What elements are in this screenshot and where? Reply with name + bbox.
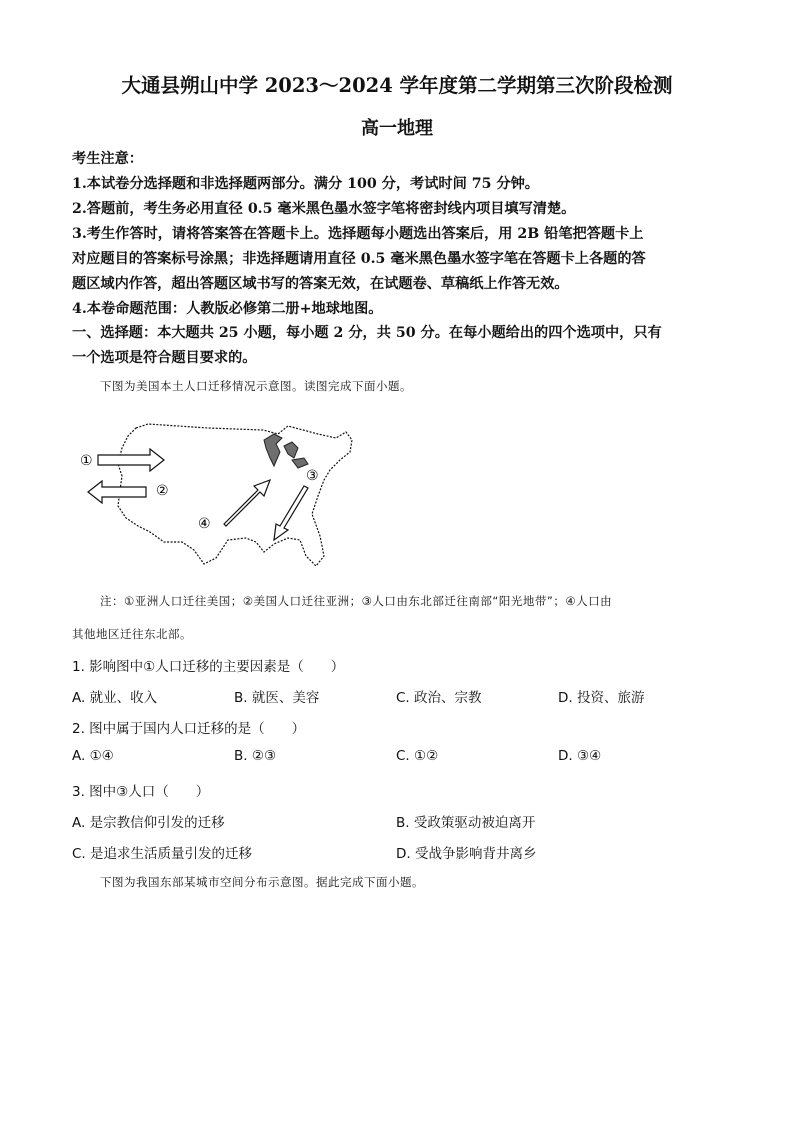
notice-item: 4.本卷命题范围：人教版必修第二册+地球地图。 [72, 301, 383, 317]
map-label-3: ③ [306, 468, 319, 484]
notice-item: 1.本试卷分选择题和非选择题两部分。满分 100 分，考试时间 75 分钟。 [72, 176, 539, 192]
question-3-option: D. 受战争影响背井离乡 [396, 846, 537, 862]
question-1-option: A. 就业、收入 [72, 690, 158, 706]
map-label-1: ① [80, 453, 93, 469]
question-3-stem: 3. 图中③人口（ ） [72, 784, 210, 800]
map-note-cont: 其他地区迁往东北部。 [72, 627, 192, 641]
arrow-2 [88, 481, 146, 503]
question-1-stem: 1. 影响图中①人口迁移的主要因素是（ ） [72, 659, 345, 675]
notice-item: 题区域内作答，超出答题区域书写的答案无效，在试题卷、草稿纸上作答无效。 [72, 276, 569, 292]
question-2-option: D. ③④ [558, 748, 602, 764]
notice-heading: 考生注意： [72, 151, 143, 167]
subject-title: 高一地理 [361, 118, 433, 139]
map-label-2: ② [156, 483, 169, 499]
map-intro: 下图为美国本土人口迁移情况示意图。读图完成下面小题。 [100, 379, 412, 393]
notice-item: 3.考生作答时，请将答案答在答题卡上。选择题每小题选出答案后，用 2B 铅笔把答题卡上 [72, 226, 644, 242]
exam-title: 大通县朔山中学 2023～2024 学年度第二学期第三次阶段检测 [121, 74, 673, 97]
arrow-4 [224, 480, 270, 526]
map-label-4: ④ [198, 516, 211, 532]
section-heading-cont: 一个选项是符合题目要求的。 [72, 350, 257, 366]
question-2-option: B. ②③ [234, 748, 277, 764]
question-3-option: A. 是宗教信仰引发的迁移 [72, 815, 225, 831]
map-figure [78, 418, 368, 578]
notice-item: 对应题目的答案标号涂黑；非选择题请用直径 0.5 毫米黑色墨水签字笔在答题卡上各题的答 [72, 251, 646, 267]
us-outline [118, 424, 352, 566]
question-2-option: C. ①② [396, 748, 439, 764]
section-heading: 一、选择题：本大题共 25 小题，每小题 2 分，共 50 分。在每小题给出的四个选项中，只有 [72, 325, 662, 341]
great-lakes [264, 434, 308, 468]
arrow-1 [98, 449, 164, 471]
notice-item: 2.答题前，考生务必用直径 0.5 毫米黑色墨水签字笔将密封线内项目填写清楚。 [72, 201, 576, 217]
question-2-option: A. ①④ [72, 748, 114, 764]
question-3-option: B. 受政策驱动被迫离开 [396, 815, 536, 831]
question-3-option: C. 是追求生活质量引发的迁移 [72, 846, 253, 862]
arrow-3 [274, 486, 308, 540]
question-1-option: C. 政治、宗教 [396, 690, 482, 706]
map-note: 注：①亚洲人口迁往美国；②美国人口迁往亚洲；③人口由东北部迁往南部“阳光地带”；④人口由 [100, 594, 613, 608]
question-1-option: D. 投资、旅游 [558, 690, 645, 706]
question-2-stem: 2. 图中属于国内人口迁移的是（ ） [72, 721, 306, 737]
us-migration-map [78, 418, 368, 578]
map-intro-2: 下图为我国东部某城市空间分布示意图。据此完成下面小题。 [100, 875, 424, 889]
question-1-option: B. 就医、美容 [234, 690, 320, 706]
